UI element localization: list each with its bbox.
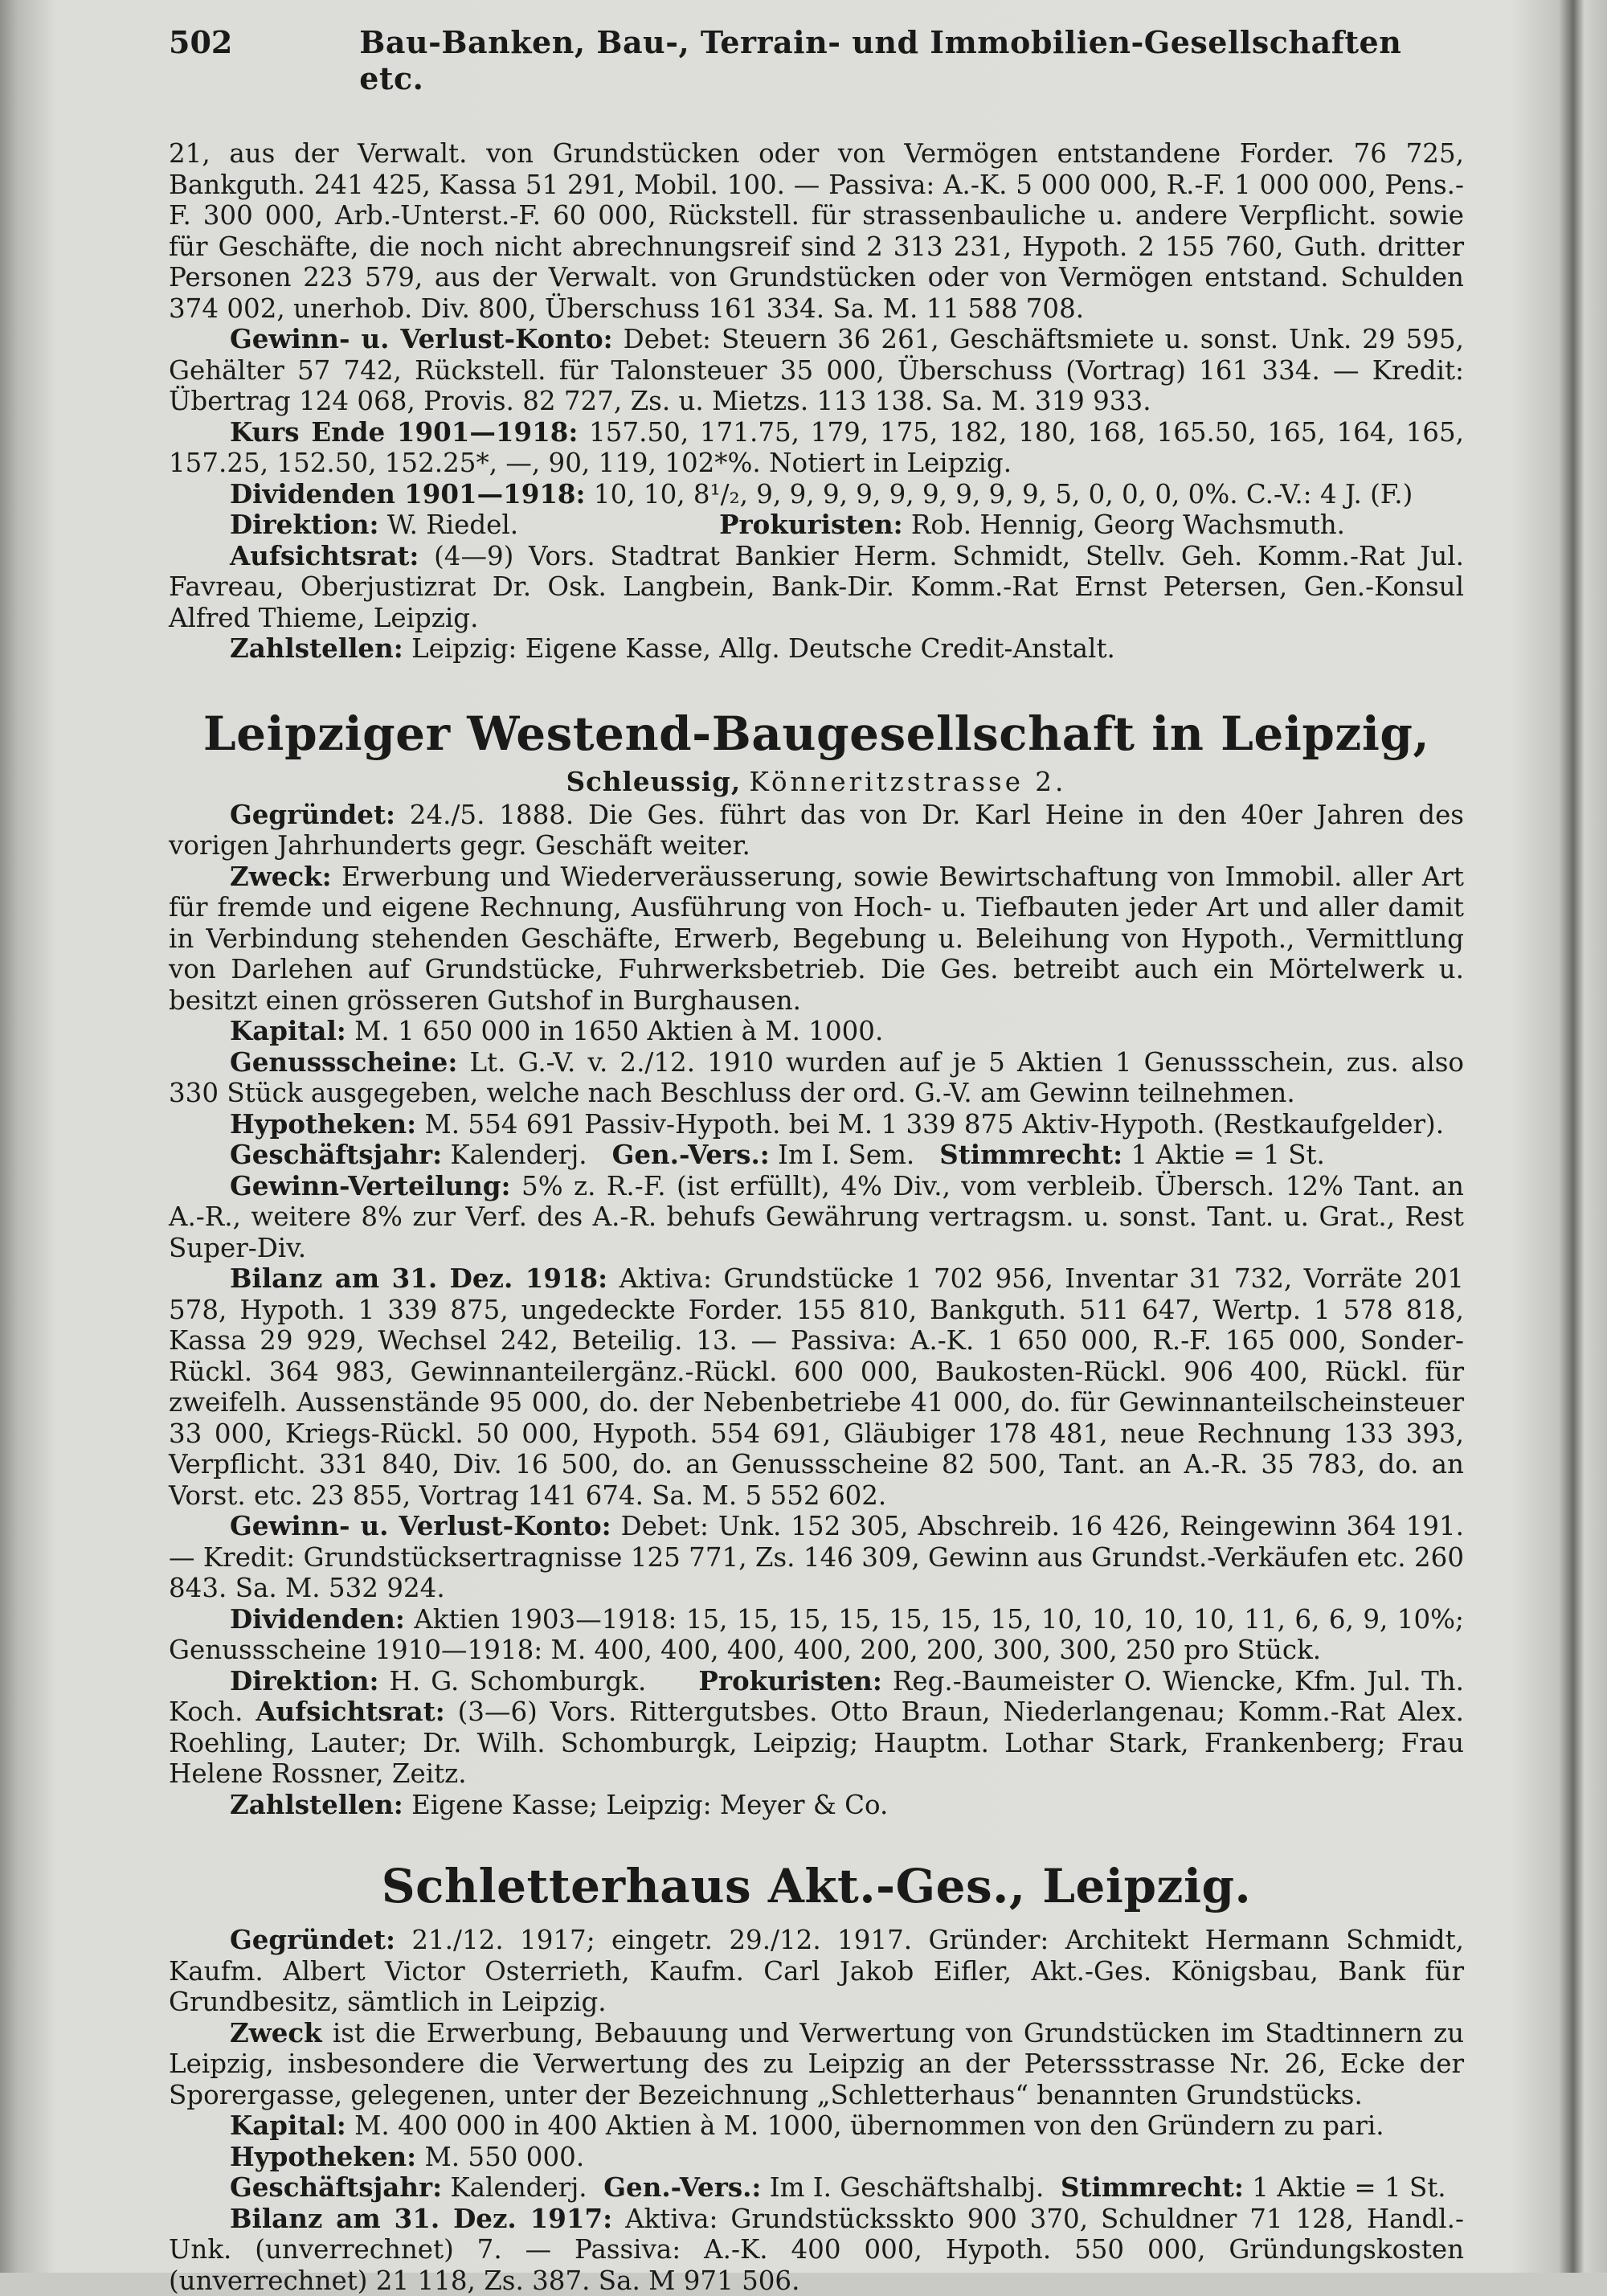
field-label: Prokuristen: bbox=[719, 509, 902, 540]
field-label: Kapital: bbox=[230, 2110, 346, 2141]
field-value: Debet: Unk. 152 305, Abschreib. 16 426, Reingewinn 364 191. — Kredit: Grundstücksertragnisse 125 771, Zs. 146 309, Gewinn aus Grundst.-Verkäufen etc. 260 843. Sa. M. 532 924. bbox=[169, 1511, 1464, 1603]
field-label: Gegründet: bbox=[230, 799, 395, 830]
field-label: Stimmrecht: bbox=[939, 1139, 1122, 1170]
field-value: Aktiva: Grundstücke 1 702 956, Inventar 31 732, Vorräte 201 578, Hypoth. 1 339 875, ungedeckte Forder. 155 810, Bankguth. 511 647, Wertp. 1 578 818, Kassa 29 929, Wechsel 242, Beteilig. 13. — Passiva: A.-K. 1 650 000, R.-F. 165 000, Sonder-Rückl. 364 983, Gewinnanteilergänz.-Rückl. 600 000, Baukosten-Rückl. 906 400, Rückl. für zweifelh. Aussenstände 95 000, do. der Nebenbetriebe 41 000, do. für Gewinnanteilscheinsteuer 33 000, Kriegs-Rückl. 50 000, Hypoth. 554 691, Gläubiger 178 481, neue Rechnung 133 393, Verpflicht. 331 840, Div. 16 500, do. an Genussscheine 82 500, Tant. an A.-R. 35 783, do. an Vorst. etc. 23 855, Vortrag 141 674. Sa. M. 5 552 602. bbox=[169, 1263, 1464, 1511]
field-value: Eigene Kasse; Leipzig: Meyer & Co. bbox=[411, 1790, 888, 1820]
place: Schleussig, bbox=[566, 766, 742, 797]
prev-zahlstellen bbox=[169, 633, 1464, 665]
field-label: Gen.-Vers.: bbox=[603, 2171, 761, 2203]
field-label: Zahlstellen: bbox=[230, 632, 403, 664]
running-title: Bau-Banken, Bau-, Terrain- und Immobilien-Gesellschaften etc. bbox=[359, 24, 1464, 96]
company-heading-schletterhaus: Schletterhaus Akt.-Ges., Leipzig. bbox=[169, 1862, 1464, 1910]
field-label: Hypotheken: bbox=[230, 1108, 416, 1140]
westend-bilanz bbox=[169, 1263, 1464, 1511]
westend-gegruendet bbox=[169, 800, 1464, 862]
field-value: Aktiva: Grundstücksskto 900 370, Schuldner 71 128, Handl.-Unk. (unverrechnet) 7. — Passiva: A.-K. 400 000, Hypoth. 550 000, Gründungskosten (unverrechnet) 21 118, Zs. 387. Sa. M 971 506. bbox=[169, 2204, 1464, 2296]
schletter-bilanz bbox=[169, 2204, 1464, 2296]
field-label: Direktion: bbox=[230, 509, 379, 540]
company-heading-westend: Leipziger Westend-Baugesellschaft in Leipzig, bbox=[169, 710, 1464, 758]
schletter-zweck bbox=[169, 2018, 1464, 2111]
field-label: Kapital: bbox=[230, 1015, 346, 1046]
prev-kurs bbox=[169, 417, 1464, 479]
field-label: Geschäftsjahr: bbox=[230, 1139, 442, 1170]
westend-geschaeftsjahr bbox=[169, 1140, 1464, 1171]
field-label: Prokuristen: bbox=[698, 1665, 881, 1696]
field-label: Dividenden 1901—1918: bbox=[230, 478, 586, 510]
westend-gewinn-verteilung bbox=[169, 1171, 1464, 1264]
field-value: 5% z. R.-F. (ist erfüllt), 4% Div., vom verbleib. Übersch. 12% Tant. an A.-R., weitere 8% zur Verf. des A.-R. behufs Gewährung vertragsm. u. sonst. Tant. u. Grat., Rest Super-Div. bbox=[169, 1171, 1464, 1263]
field-value: Im I. Geschäftshalbj. bbox=[770, 2172, 1045, 2203]
page-content bbox=[169, 24, 1464, 2296]
westend-gewinn-verlust bbox=[169, 1511, 1464, 1604]
field-label: Hypotheken: bbox=[230, 2141, 416, 2172]
field-value: M. 1 650 000 in 1650 Aktien à M. 1000. bbox=[354, 1016, 883, 1046]
field-value: Erwerbung und Wiederveräusserung, sowie Bewirtschaftung von Immobil. aller Art für fremde und eigene Rechnung, Ausführung von Hoch- u. Tiefbauten jeder Art und aller damit in Verbindung stehenden Geschäfte, Erwerb, Begebung u. Beleihung von Hypoth., Vermittlung von Darlehen auf Grundstücke, Fuhrwerksbetrieb. Die Ges. betreibt auch ein Mörtelwerk u. besitzt einen grösseren Gutshof in Burghausen. bbox=[169, 862, 1464, 1016]
schletter-kapital bbox=[169, 2110, 1464, 2142]
field-label: Zahlstellen: bbox=[230, 1789, 403, 1820]
field-value: Lt. G.-V. v. 2./12. 1910 wurden auf je 5 Aktien 1 Genussschein, zus. also 330 Stück ausgegeben, welche nach Beschluss der ord. G.-V. am Gewinn teilnehmen. bbox=[169, 1047, 1464, 1109]
field-label: Gegründet: bbox=[230, 1924, 395, 1955]
field-label: Dividenden: bbox=[230, 1603, 405, 1635]
field-value: Aktien 1903—1918: 15, 15, 15, 15, 15, 15, 15, 10, 10, 10, 10, 11, 6, 6, 9, 10%; Genussscheine 1910—1918: M. 400, 400, 400, 400, 200, 200, 300, 300, 250 pro Stück. bbox=[169, 1604, 1464, 1666]
field-label: Zweck bbox=[230, 2017, 322, 2048]
field-value: Leipzig: Eigene Kasse, Allg. Deutsche Credit-Anstalt. bbox=[411, 633, 1115, 664]
westend-dividenden bbox=[169, 1604, 1464, 1666]
field-label: Stimmrecht: bbox=[1061, 2171, 1244, 2203]
field-value: Reg.-Baumeister O. Wiencke, Kfm. Jul. Th. Koch. bbox=[169, 1666, 1464, 1728]
field-value: 1 Aktie = 1 St. bbox=[1252, 2172, 1445, 2203]
field-label: Kurs Ende 1901—1918: bbox=[230, 416, 578, 448]
field-value: M. 400 000 in 400 Aktien à M. 1000, übernommen von den Gründern zu pari. bbox=[354, 2110, 1384, 2141]
field-value: 21./12. 1917; eingetr. 29./12. 1917. Gründer: Architekt Hermann Schmidt, Kaufm. Albert Victor Osterrieth, Kaufm. Carl Jakob Eifler, Akt.-Ges. Königsbau, Bank für Grundbesitz, sämtlich in Leipzig. bbox=[169, 1925, 1464, 2017]
field-value: Im I. Sem. bbox=[778, 1140, 914, 1170]
field-label: Aufsichtsrat: bbox=[256, 1696, 444, 1727]
field-label: Gewinn-Verteilung: bbox=[230, 1170, 511, 1201]
field-label: Gewinn- u. Verlust-Konto: bbox=[230, 323, 613, 354]
field-value: (3—6) Vors. Rittergutsbes. Otto Braun, Niederlangenau; Komm.-Rat Alex. Roehling, Lauter; Dr. Wilh. Schomburgk, Leipzig; Hauptm. Lothar Stark, Frankenberg; Frau Helene Rossner, Zeitz. bbox=[169, 1696, 1464, 1789]
field-label: Direktion: bbox=[230, 1665, 379, 1696]
field-value: 10, 10, 8¹/₂, 9, 9, 9, 9, 9, 9, 9, 9, 9, 5, 0, 0, 0, 0%. C.-V.: 4 J. (F.) bbox=[594, 479, 1413, 510]
field-value: (4—9) Vors. Stadtrat Bankier Herm. Schmidt, Stellv. Geh. Komm.-Rat Jul. Favreau, Oberjustizrat Dr. Osk. Langbein, Bank-Dir. Komm.-Rat Ernst Petersen, Gen.-Konsul Alfred Thieme, Leipzig. bbox=[169, 541, 1464, 633]
field-value: M. 550 000. bbox=[424, 2142, 584, 2172]
field-value: Kalenderj. bbox=[450, 2172, 587, 2203]
running-header bbox=[169, 24, 1464, 96]
field-label: Bilanz am 31. Dez. 1918: bbox=[230, 1263, 607, 1294]
field-label: Zweck: bbox=[230, 861, 332, 892]
schletter-geschaeftsjahr bbox=[169, 2172, 1464, 2204]
schletter-hypotheken bbox=[169, 2142, 1464, 2173]
page-number: 502 bbox=[169, 24, 359, 60]
company-address-westend bbox=[169, 766, 1464, 798]
street: Könneritzstrasse 2. bbox=[750, 767, 1067, 797]
field-value: Rob. Hennig, Georg Wachsmuth. bbox=[911, 510, 1345, 540]
field-label: Geschäftsjahr: bbox=[230, 2171, 442, 2203]
westend-hypotheken bbox=[169, 1109, 1464, 1140]
field-label: Genussscheine: bbox=[230, 1046, 457, 1078]
prev-bilanz-continuation: 21, aus der Verwalt. von Grundstücken oder von Vermögen entstandene Forder. 76 725, Bankguth. 241 425, Kassa 51 291, Mobil. 100. — Passiva: A.-K. 5 000 000, R.-F. 1 000 000, Pens.-F. 300 000, Arb.-Unterst.-F. 60 000, Rückstell. für strassenbauliche u. andere Verpflicht. sowie für Geschäfte, die noch nicht abrechnungsreif sind 2 313 231, Hypoth. 2 155 760, Guth. dritter Personen 223 579, aus der Verwalt. von Grundstücken oder von Vermögen entstand. Schulden 374 002, unerhob. Div. 800, Überschuss 161 334. Sa. M. 11 588 708. bbox=[169, 138, 1464, 324]
field-value: 1 Aktie = 1 St. bbox=[1131, 1140, 1324, 1170]
westend-kapital bbox=[169, 1016, 1464, 1047]
westend-direktion bbox=[169, 1666, 1464, 1790]
westend-zweck bbox=[169, 862, 1464, 1017]
prev-gewinn-verlust bbox=[169, 324, 1464, 417]
field-value: H. G. Schomburgk. bbox=[390, 1666, 647, 1696]
schletter-gegruendet bbox=[169, 1925, 1464, 2018]
prev-direktion bbox=[169, 510, 1464, 541]
field-value: W. Riedel. bbox=[387, 510, 518, 540]
prev-dividenden bbox=[169, 479, 1464, 510]
prev-aufsichtsrat bbox=[169, 541, 1464, 634]
field-value: 24./5. 1888. Die Ges. führt das von Dr. Karl Heine in den 40er Jahren des vorigen Jahrhunderts gegr. Geschäft weiter. bbox=[169, 800, 1464, 862]
field-label: Bilanz am 31. Dez. 1917: bbox=[230, 2203, 612, 2234]
field-label: Gewinn- u. Verlust-Konto: bbox=[230, 1510, 611, 1541]
field-value: Debet: Steuern 36 261, Geschäftsmiete u. sonst. Unk. 29 595, Gehälter 57 742, Rückstell. für Talonsteuer 35 000, Überschuss (Vortrag) 161 334. — Kredit: Übertrag 124 068, Provis. 82 727, Zs. u. Mietzs. 113 138. Sa. M. 319 933. bbox=[169, 324, 1464, 416]
field-label: Aufsichtsrat: bbox=[230, 540, 419, 571]
field-value: 157.50, 171.75, 179, 175, 182, 180, 168, 165.50, 165, 164, 165, 157.25, 152.50, 152.25*, —, 90, 119, 102*%. Notiert in Leipzig. bbox=[169, 417, 1464, 479]
westend-genussscheine bbox=[169, 1047, 1464, 1109]
westend-zahlstellen bbox=[169, 1790, 1464, 1821]
field-label: Gen.-Vers.: bbox=[612, 1139, 770, 1170]
field-value: ist die Erwerbung, Bebauung und Verwertung von Grundstücken im Stadtinnern zu Leipzig, insbesondere die Verwertung des zu Leipzig an der Peterssstrasse Nr. 26, Ecke der Sporergasse, gelegenen, unter der Bezeichnung „Schletterhaus“ benannten Grundstücks. bbox=[169, 2018, 1464, 2110]
field-value: M. 554 691 Passiv-Hypoth. bei M. 1 339 875 Aktiv-Hypoth. (Restkaufgelder). bbox=[424, 1109, 1444, 1140]
field-value: Kalenderj. bbox=[450, 1140, 587, 1170]
